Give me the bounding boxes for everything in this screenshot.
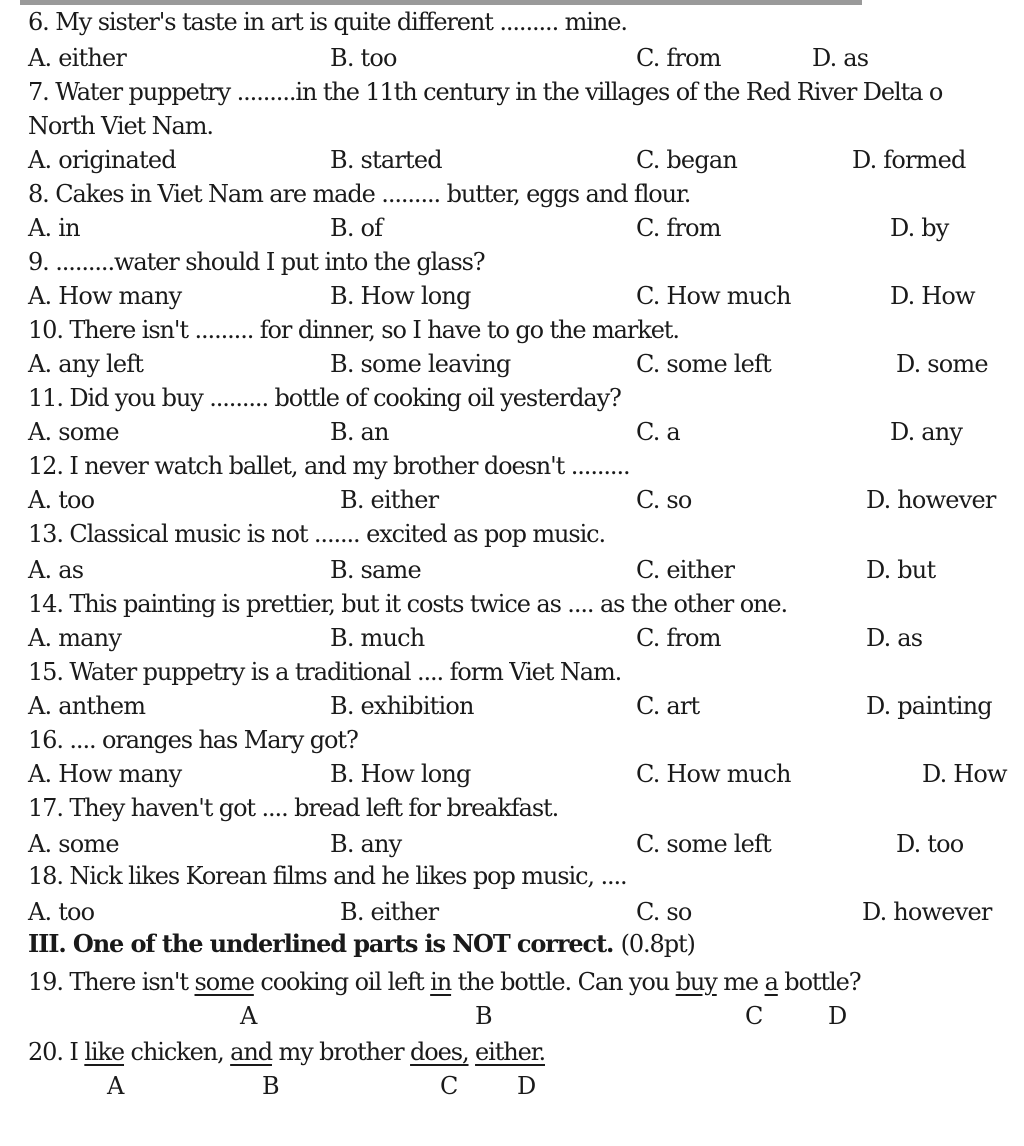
q19-text-5: bottle? (777, 968, 861, 996)
q19-text-3: the bottle. Can you (451, 968, 676, 996)
answer-option: C. from (636, 214, 721, 242)
q20-mark-a: A (107, 1072, 125, 1100)
q20-mark-d: D (517, 1072, 537, 1100)
q19-text-4: me (716, 968, 765, 996)
q19-underlined-a: some (194, 968, 254, 996)
answer-option: C. from (636, 44, 721, 72)
answer-option: C. either (636, 556, 735, 584)
question-stem: 14. This painting is prettier, but it costs twice as .... as the other one. (28, 590, 788, 618)
q19-underlined-d: a (764, 968, 778, 996)
question-stem: 13. Classical music is not ....... excited as pop music. (28, 520, 606, 548)
section-heading (28, 930, 695, 958)
answer-option: C. How much (636, 282, 791, 310)
question-20 (28, 1038, 545, 1066)
answer-option: A. as (28, 556, 84, 584)
answer-option: C. some left (636, 830, 771, 858)
answer-option: C. from (636, 624, 721, 652)
q19-underlined-c: buy (675, 968, 717, 996)
question-stem: 9. .........water should I put into the glass? (28, 248, 485, 276)
q19-mark-d: D (828, 1002, 848, 1030)
answer-option: D. formed (852, 146, 966, 174)
question-stem: 17. They haven't got .... bread left for breakfast. (28, 794, 559, 822)
question-stem: 16. .... oranges has Mary got? (28, 726, 358, 754)
q20-mark-c: C (440, 1072, 459, 1100)
answer-option: D. by (890, 214, 949, 242)
q19-mark-b: B (475, 1002, 493, 1030)
answer-option: C. some left (636, 350, 771, 378)
q20-underlined-a: like (84, 1038, 125, 1066)
answer-option: A. too (28, 898, 95, 926)
question-stem: 12. I never watch ballet, and my brother doesn't ......... (28, 452, 630, 480)
answer-option: B. either (340, 486, 439, 514)
answer-option: C. How much (636, 760, 791, 788)
answer-option: D. as (866, 624, 923, 652)
answer-option: D. too (896, 830, 964, 858)
question-stem-continued: North Viet Nam. (28, 112, 213, 140)
answer-option: D. but (866, 556, 936, 584)
answer-option: B. any (330, 830, 402, 858)
answer-option: D. however (866, 486, 996, 514)
answer-option: C. a (636, 418, 680, 446)
answer-option: A. too (28, 486, 95, 514)
answer-option: B. some leaving (330, 350, 511, 378)
q19-underlined-b: in (430, 968, 452, 996)
q20-text-2: chicken, (124, 1038, 231, 1066)
q19-mark-a: A (240, 1002, 258, 1030)
answer-option: A. some (28, 418, 119, 446)
answer-option: A. How many (28, 282, 182, 310)
answer-option: B. How long (330, 282, 471, 310)
section-heading-text: III. One of the underlined parts is NOT correct. (28, 929, 614, 958)
answer-option: B. exhibition (330, 692, 474, 720)
answer-option: B. same (330, 556, 421, 584)
q19-text-2: cooking oil left (253, 968, 431, 996)
answer-option: B. much (330, 624, 425, 652)
question-stem: 15. Water puppetry is a traditional .... form Viet Nam. (28, 658, 622, 686)
answer-option: C. so (636, 898, 692, 926)
question-stem: 11. Did you buy ......... bottle of cooking oil yesterday? (28, 384, 621, 412)
answer-option: A. either (28, 44, 127, 72)
answer-option: B. either (340, 898, 439, 926)
answer-option: A. How many (28, 760, 182, 788)
answer-option: D. How (922, 760, 1007, 788)
answer-option: B. How long (330, 760, 471, 788)
answer-option: B. an (330, 418, 389, 446)
answer-option: B. too (330, 44, 397, 72)
answer-option: D. any (890, 418, 963, 446)
q20-text-3: my brother (271, 1038, 411, 1066)
answer-option: B. of (330, 214, 383, 242)
section-points: (0.8pt) (620, 930, 695, 958)
question-stem: 6. My sister's taste in art is quite different ......... mine. (28, 8, 627, 36)
answer-option: D. however (862, 898, 992, 926)
question-stem: 18. Nick likes Korean films and he likes pop music, .... (28, 862, 627, 890)
q20-underlined-b: and (230, 1038, 272, 1066)
q19-text-1: 19. There isn't (28, 968, 195, 996)
question-stem: 8. Cakes in Viet Nam are made ......... butter, eggs and flour. (28, 180, 691, 208)
q20-mark-b: B (262, 1072, 280, 1100)
answer-option: D. painting (866, 692, 992, 720)
answer-option: D. as (812, 44, 869, 72)
answer-option: D. How (890, 282, 975, 310)
q20-underlined-c: does, (410, 1038, 469, 1066)
answer-option: A. some (28, 830, 119, 858)
answer-option: D. some (896, 350, 988, 378)
q20-text-1: 20. I (28, 1038, 85, 1066)
question-19 (28, 968, 860, 996)
answer-option: B. started (330, 146, 442, 174)
answer-option: A. any left (28, 350, 144, 378)
answer-option: C. began (636, 146, 738, 174)
q20-underlined-d: either. (475, 1038, 545, 1066)
answer-option: A. anthem (28, 692, 146, 720)
question-stem: 10. There isn't ......... for dinner, so I have to go the market. (28, 316, 679, 344)
answer-option: A. many (28, 624, 122, 652)
answer-option: C. art (636, 692, 700, 720)
question-stem: 7. Water puppetry .........in the 11th century in the villages of the Red River Delta o (28, 78, 943, 106)
answer-option: C. so (636, 486, 692, 514)
answer-option: A. in (28, 214, 80, 242)
q19-mark-c: C (745, 1002, 764, 1030)
answer-option: A. originated (28, 146, 176, 174)
